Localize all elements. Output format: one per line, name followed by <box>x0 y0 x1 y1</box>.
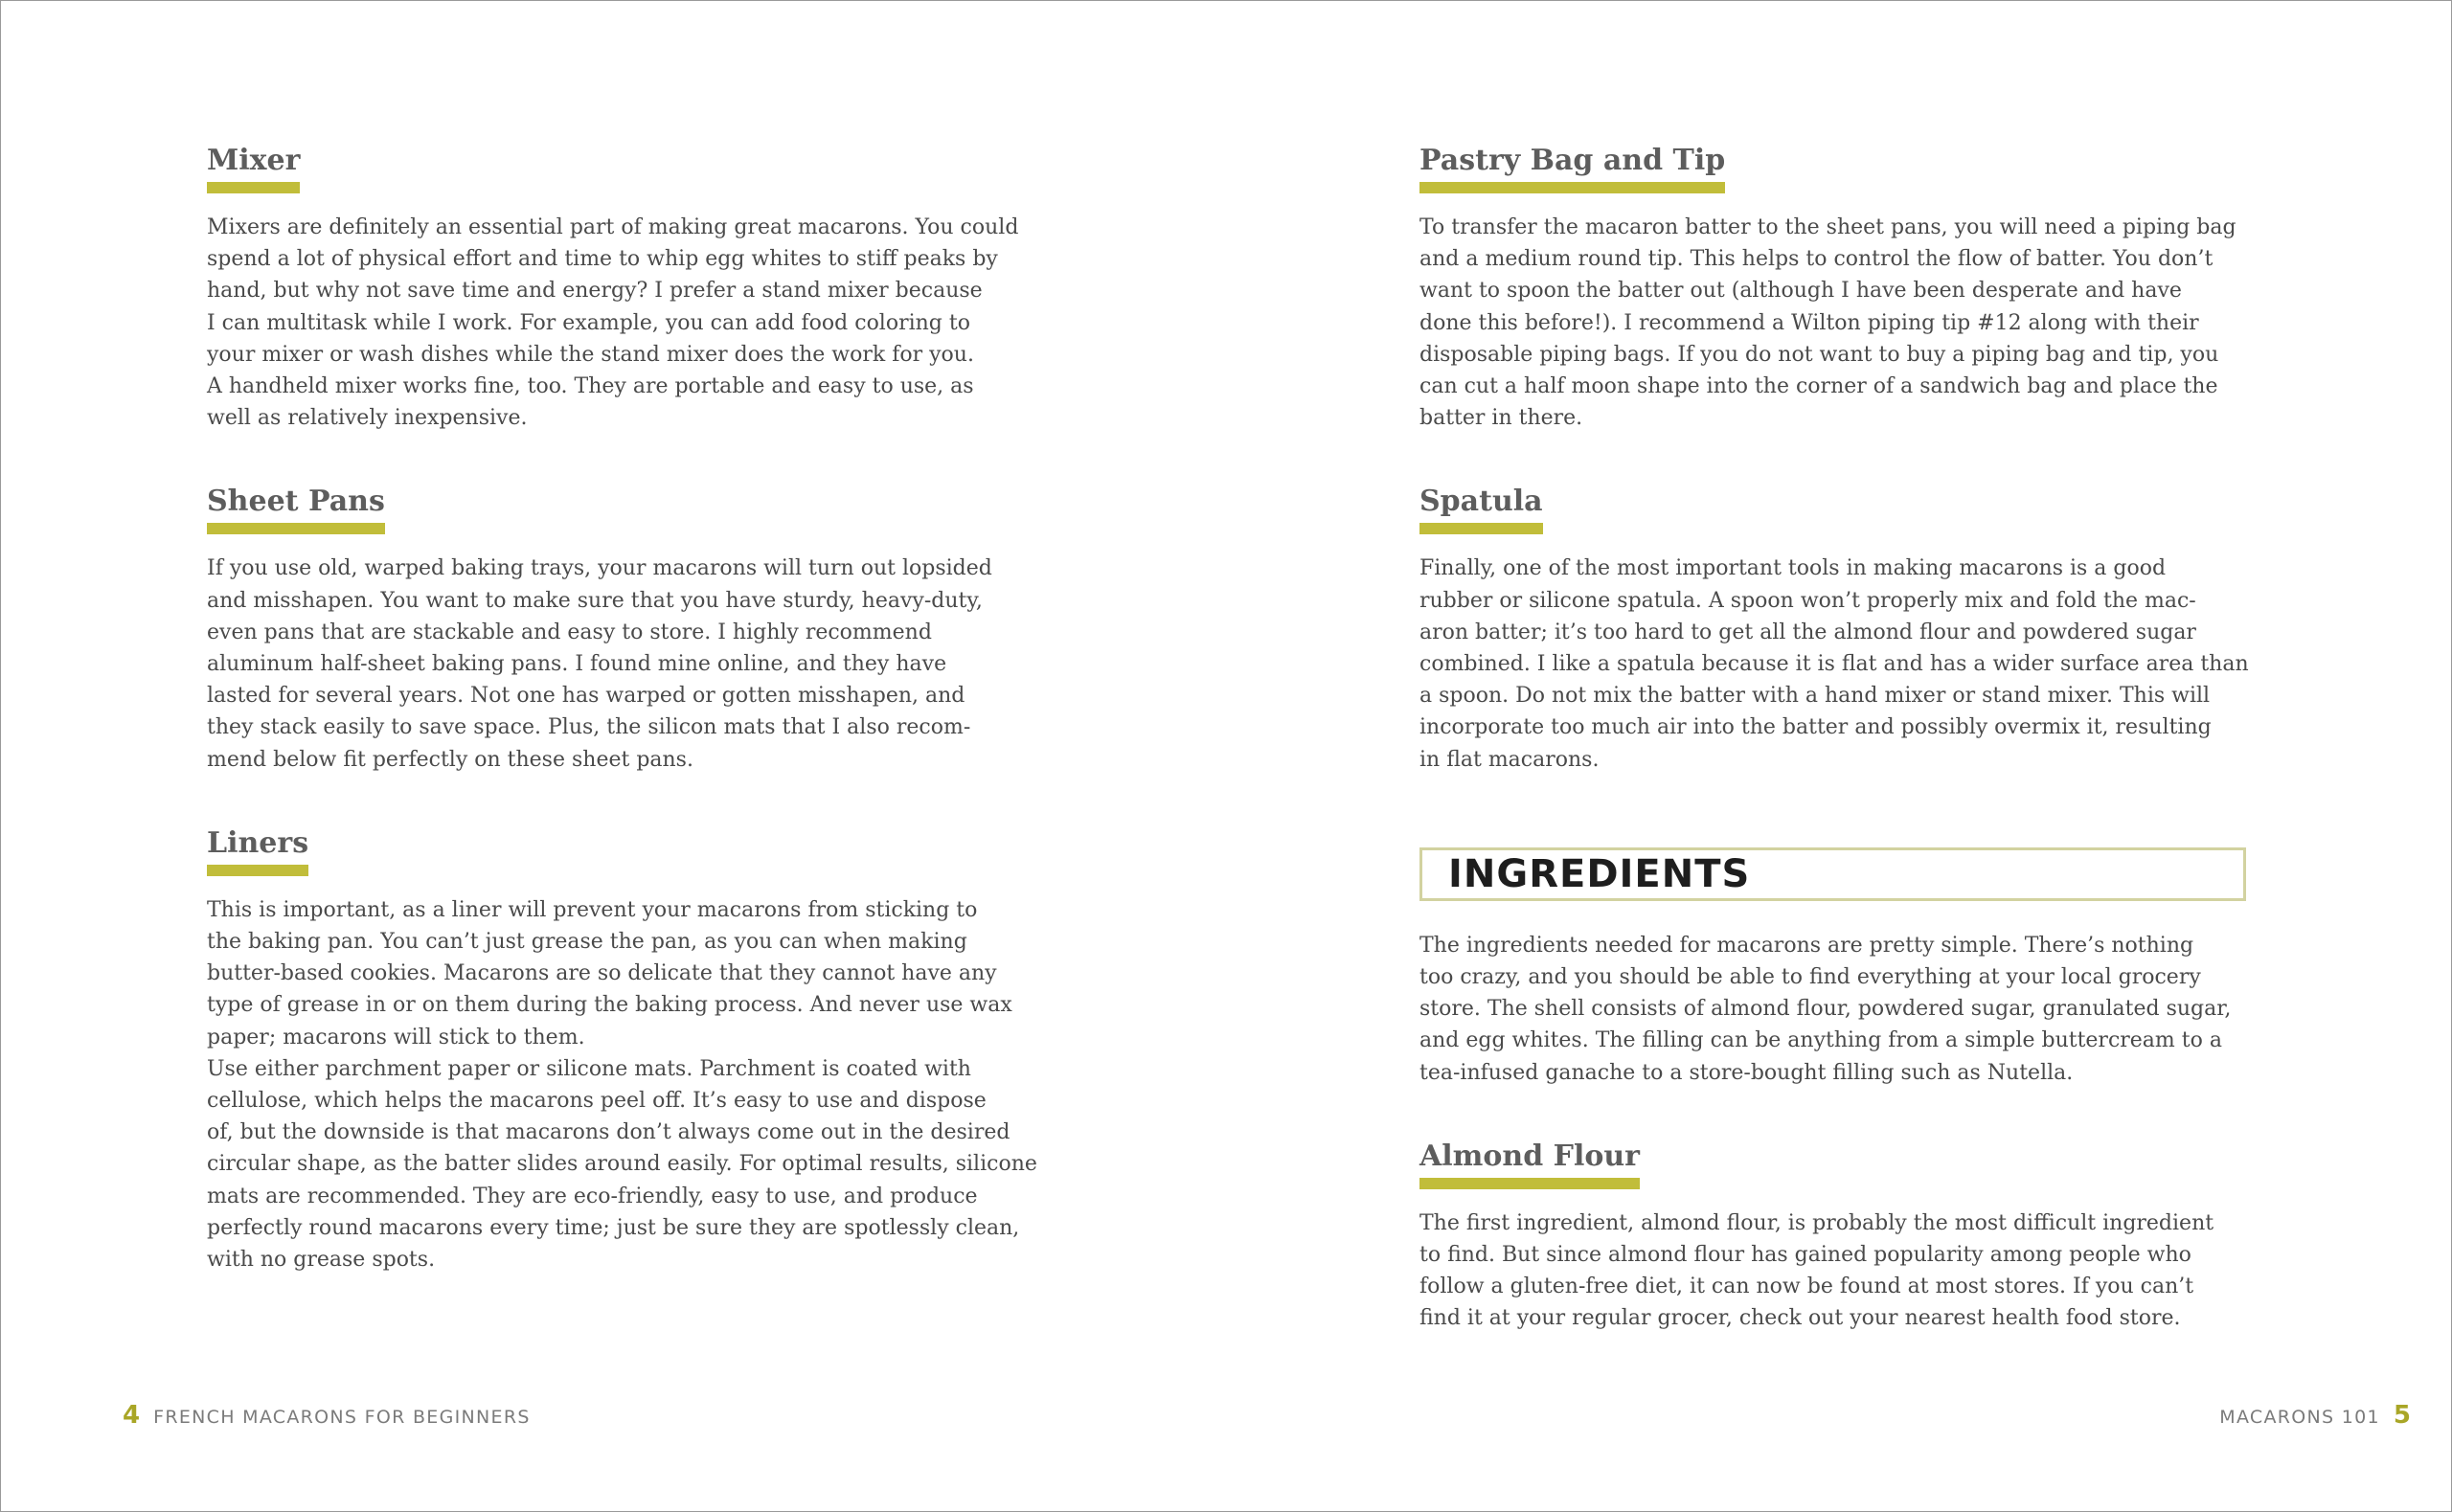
section-body: Finally, one of the most important tools in making macarons is a good rubber or silicone spatula. A spoon won’t properly mix and fold the mac- aron batter; it’s too hard to get all the almond flour and powdered sugar combined. I like a spatula because it is flat and has a wider surface area than a spoon. Do not mix the batter with a hand mixer or stand mixer. This will incorporate too much air into the batter and possibly overmix it, resulting in flat macarons. <box>1419 556 2249 772</box>
banner-title: INGREDIENTS <box>1448 851 1751 896</box>
section-ingredients <box>1419 847 2253 1089</box>
left-footer <box>123 1401 531 1430</box>
section-body: Mixers are definitely an essential part of making great macarons. You could spend a lot of physical effort and time to whip egg whites to stiff peaks by hand, but why not save time and energy? I prefer a stand mixer because I can multitask while I work. For example, you can add food coloring to your mixer or wash dishes while the stand mixer does the work for you. A handheld mixer works fine, too. They are portable and easy to use, as well as relatively inexpensive. <box>207 215 1019 431</box>
section-body: The ingredients needed for macarons are pretty simple. There’s nothing too crazy, and you should be able to find everything at your local grocery store. The shell consists of almond flour, powdered sugar, granulated sugar, and egg whites. The filling can be anything from a simple buttercream to a tea-infused ganache to a store-bought filling such as Nutella. <box>1419 933 2232 1085</box>
section-heading: Spatula <box>1419 485 1543 534</box>
ingredients-banner <box>1419 847 2246 901</box>
running-title: FRENCH MACARONS FOR BEGINNERS <box>153 1407 531 1428</box>
page-number: 5 <box>2393 1401 2411 1430</box>
section-sheet-pans <box>207 485 1040 775</box>
section-liners <box>207 827 1040 1275</box>
running-title: MACARONS 101 <box>2219 1407 2380 1428</box>
section-pastry-bag <box>1419 145 2253 434</box>
section-body: This is important, as a liner will prevent your macarons from sticking to the baking pan. You can’t just grease the pan, as you can when making butter-based cookies. Macarons are so delicate that they cannot have any type of grease in or on them during the baking process. And never use wax paper; macarons will stick to them. Use either parchment paper or silicone mats. Parchment is coated with cellulose, which helps the macarons peel off. It’s easy to use and dispose of, but the downside is that macarons don’t always come out in the desired circular shape, as the batter slides around easily. For optimal results, silicone mats are recommended. They are eco-friendly, easy to use, and produce perfectly round macarons every time; just be sure they are spotlessly clean, with no grease spots. <box>207 897 1037 1273</box>
section-body: To transfer the macaron batter to the sheet pans, you will need a piping bag and a medium round tip. This helps to control the flow of batter. You don’t want to spoon the batter out (although I have been desperate and have done this before!). I recommend a Wilton piping tip #12 along with their disposable piping bags. If you do not want to buy a piping bag and tip, you can cut a half moon shape into the corner of a sandwich bag and place the batter in there. <box>1419 215 2236 431</box>
section-heading: Sheet Pans <box>207 485 385 534</box>
section-spatula <box>1419 485 2253 775</box>
right-footer <box>2219 1401 2411 1430</box>
section-mixer <box>207 145 1040 434</box>
section-heading: Almond Flour <box>1419 1140 1640 1189</box>
section-heading: Liners <box>207 827 308 876</box>
section-body: The first ingredient, almond flour, is probably the most difficult ingredient to find. But since almond flour has gained popularity among people who follow a gluten-free diet, it can now be found at most stores. If you can’t find it at your regular grocer, check out your nearest health food store. <box>1419 1210 2214 1331</box>
left-page-column <box>207 145 1040 1275</box>
section-body: If you use old, warped baking trays, your macarons will turn out lopsided and misshapen. You want to make sure that you have sturdy, heavy-duty, even pans that are stackable and easy to store. I highly recommend aluminum half-sheet baking pans. I found mine online, and they have lasted for several years. Not one has warped or gotten misshapen, and they stack easily to save space. Plus, the silicon mats that I also recom- mend below fit perfectly on these sheet pans. <box>207 556 992 772</box>
section-heading: Pastry Bag and Tip <box>1419 145 1725 193</box>
page-number: 4 <box>123 1401 141 1430</box>
section-almond-flour <box>1419 1140 2253 1335</box>
right-page-column <box>1419 145 2253 1335</box>
section-heading: Mixer <box>207 145 300 193</box>
